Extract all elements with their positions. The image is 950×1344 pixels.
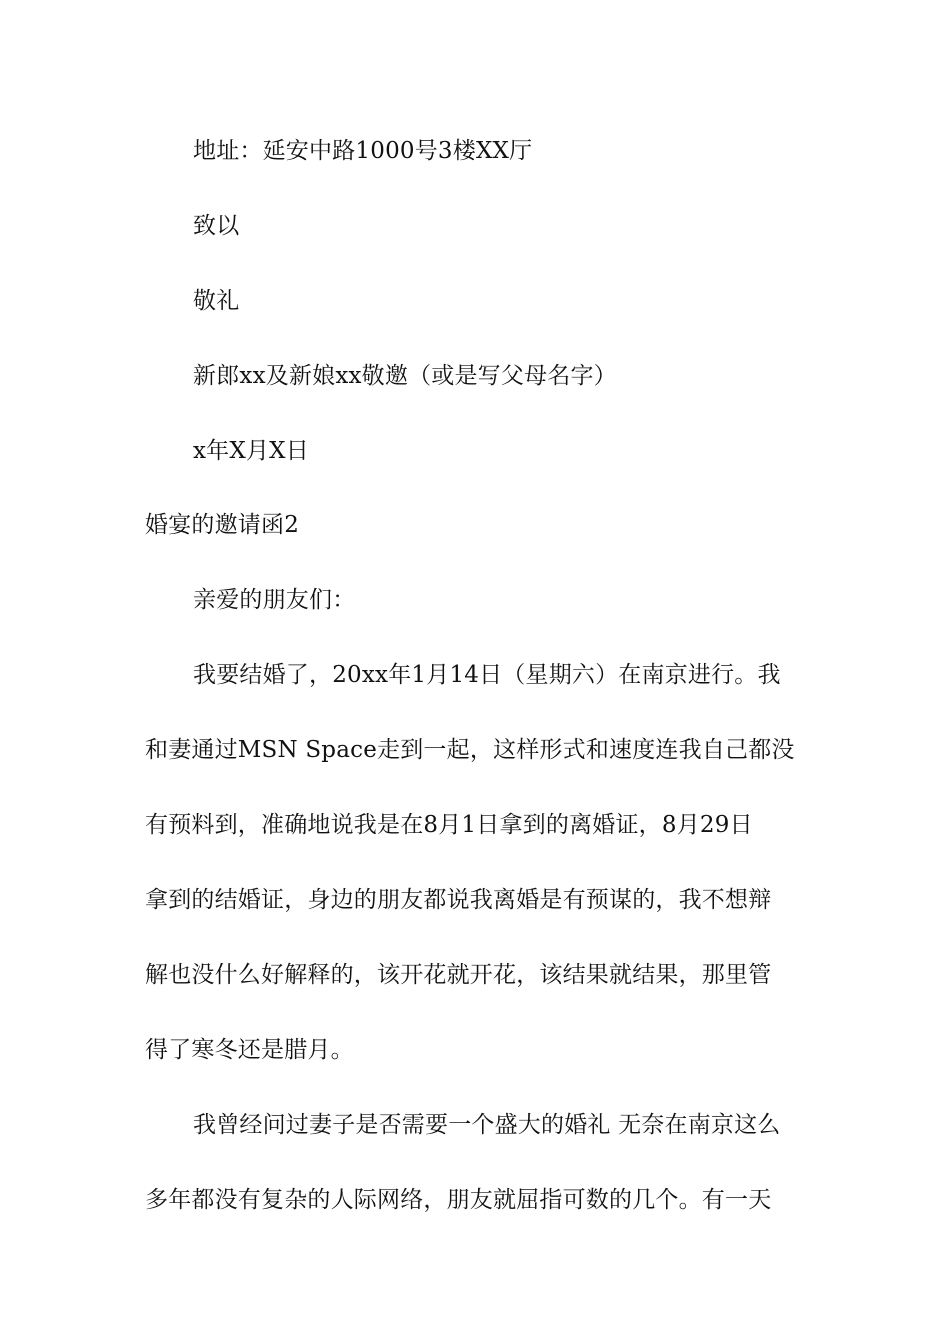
salute-line: 敬礼	[193, 288, 240, 314]
section-heading: 婚宴的邀请函2	[145, 512, 300, 538]
closing-greeting-line: 致以	[193, 213, 240, 239]
address-line: 地址：延安中路1000号3楼XX厅	[193, 138, 533, 164]
paragraph-line: 多年都没有复杂的人际网络，朋友就屈指可数的几个。有一天	[145, 1187, 772, 1213]
paragraph-line: 我曾经问过妻子是否需要一个盛大的婚礼 无奈在南京这么	[193, 1112, 781, 1138]
paragraph-line: 我要结婚了，20xx年1月14日（星期六）在南京进行。我	[193, 662, 781, 688]
paragraph-line: 拿到的结婚证，身边的朋友都说我离婚是有预谋的，我不想辩	[145, 887, 772, 913]
paragraph-line: 有预料到，准确地说我是在8月1日拿到的离婚证，8月29日	[145, 812, 753, 838]
signature-line: 新郎xx及新娘xx敬邀（或是写父母名字）	[193, 363, 617, 389]
date-line: x年X月X日	[193, 438, 309, 464]
paragraph-line: 解也没什么好解释的，该开花就开花，该结果就结果，那里管	[145, 962, 772, 988]
salutation-line: 亲爱的朋友们：	[193, 587, 356, 613]
paragraph-line: 和妻通过MSN Space走到一起，这样形式和速度连我自己都没	[145, 737, 795, 763]
paragraph-line: 得了寒冬还是腊月。	[145, 1037, 354, 1063]
